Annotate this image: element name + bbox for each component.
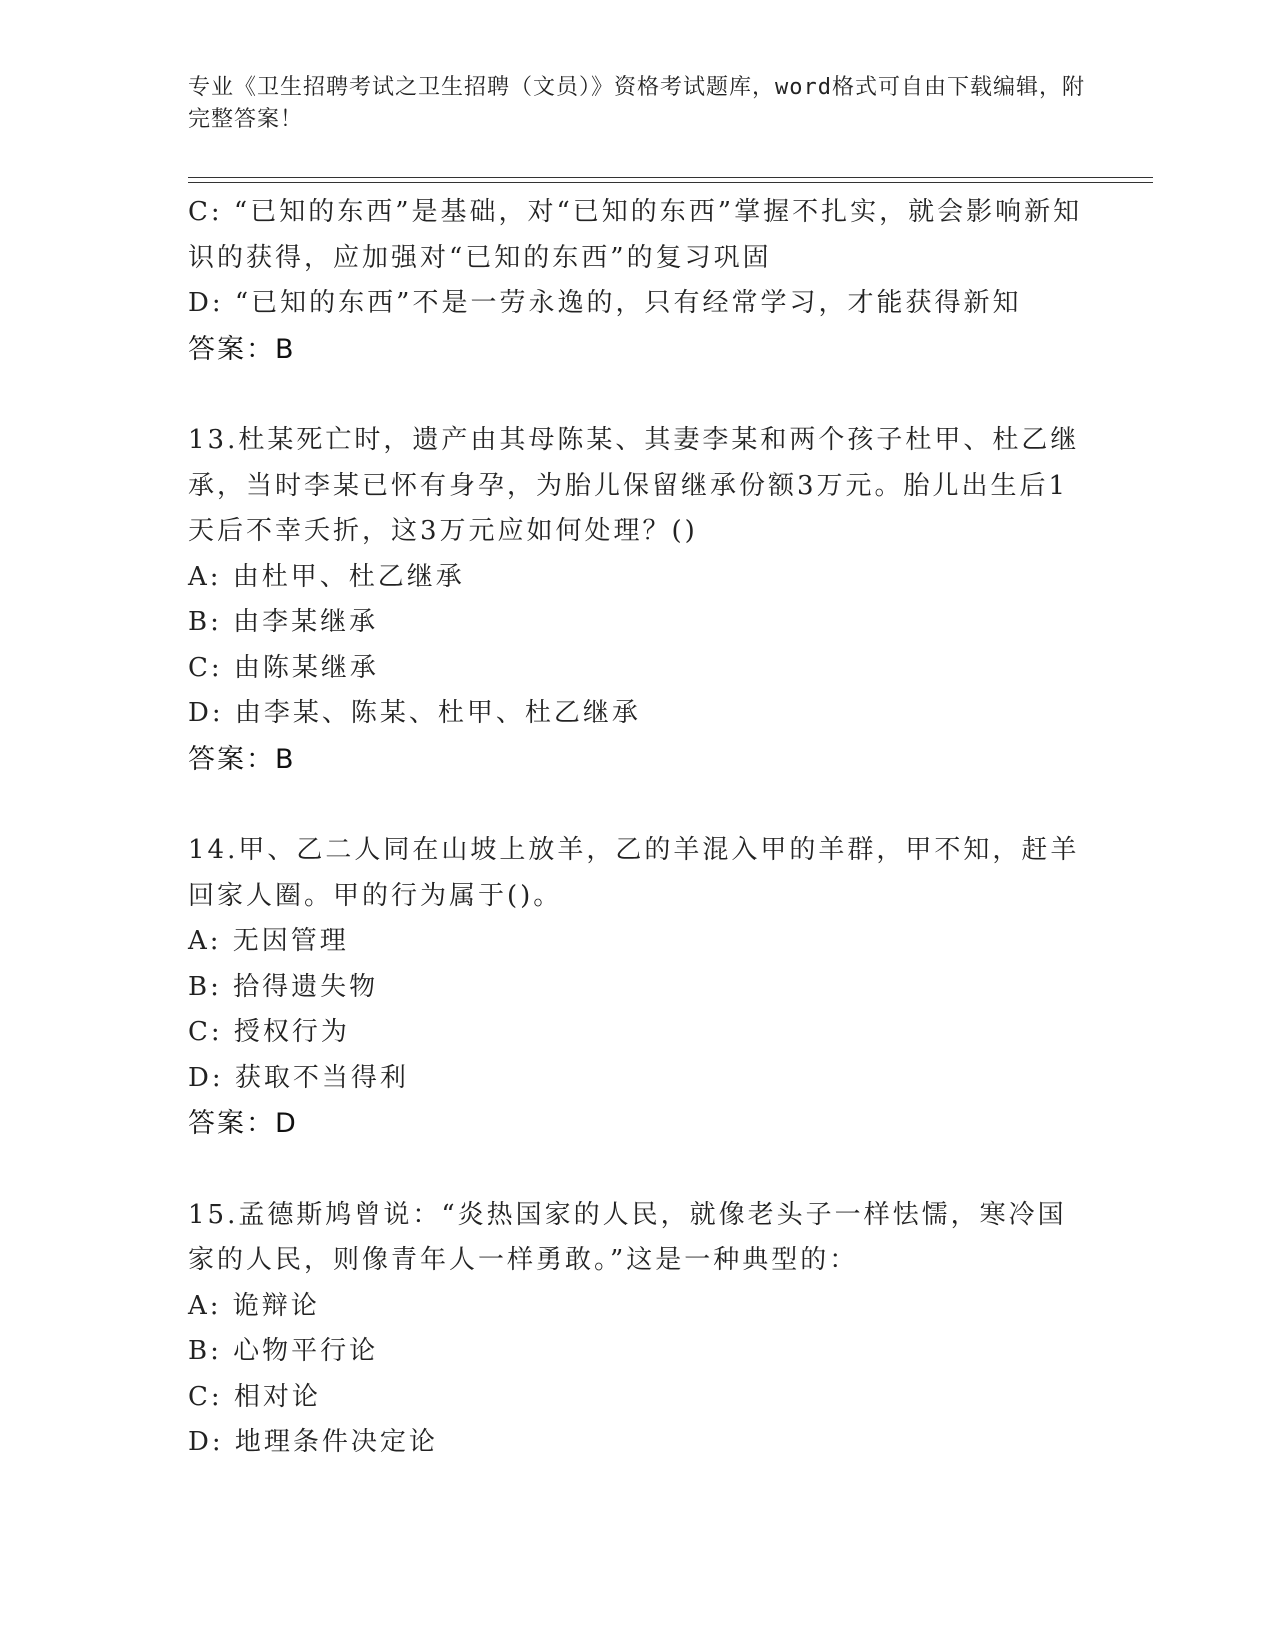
question-14 <box>188 828 1088 1147</box>
question-15 <box>188 1193 1088 1466</box>
option-c: C: 相对论 <box>188 1381 321 1412</box>
answer-line: 答案：B <box>188 333 296 365</box>
option-b: B: 由李某继承 <box>188 607 379 637</box>
option-c: C: 由陈某继承 <box>188 652 379 683</box>
option-a: A: 由杜甲、杜乙继承 <box>188 561 465 592</box>
answer-line: 答案：D <box>188 1108 298 1139</box>
option-d: D: “已知的东西”不是一劳永逸的，只有经常学习，才能获得新知 <box>188 288 1022 318</box>
continued-question <box>188 190 1088 372</box>
option-d: D: 地理条件决定论 <box>188 1427 438 1457</box>
option-a: A: 诡辩论 <box>188 1290 320 1321</box>
question-text: 13.杜某死亡时，遗产由其母陈某、其妻李某和两个孩子杜甲、杜乙继承，当时李某已怀有身孕，为胎儿保留继承份额3万元。胎儿出生后1天后不幸夭折，这3万元应如何处理？() <box>188 425 1080 546</box>
answer-line: 答案：B <box>188 743 296 775</box>
option-c: C: “已知的东西”是基础，对“已知的东西”掌握不扎实，就会影响新知识的获得，应加强对“已知的东西”的复习巩固 <box>188 197 1083 273</box>
option-b: B: 拾得遗失物 <box>188 971 379 1002</box>
header-divider-bottom <box>188 182 1153 183</box>
option-d: D: 由李某、陈某、杜甲、杜乙继承 <box>188 698 641 728</box>
document-header: 专业《卫生招聘考试之卫生招聘（文员）》资格考试题库，word格式可自由下载编辑，附完整答案！ <box>188 75 1085 132</box>
question-text: 14.甲、乙二人同在山坡上放羊，乙的羊混入甲的羊群，甲不知，赶羊回家人圈。甲的行为属于()。 <box>188 835 1080 911</box>
option-a: A: 无因管理 <box>188 926 349 956</box>
option-d: D: 获取不当得利 <box>188 1062 409 1093</box>
header-divider-top <box>188 177 1153 178</box>
option-b: B: 心物平行论 <box>188 1336 379 1366</box>
question-content <box>188 190 1088 1466</box>
question-text: 15.孟德斯鸠曾说：“炎热国家的人民，就像老头子一样怯懦，寒冷国家的人民，则像青年人一样勇敢。”这是一种典型的： <box>188 1199 1067 1275</box>
option-c: C: 授权行为 <box>188 1017 350 1047</box>
question-13 <box>188 418 1088 782</box>
